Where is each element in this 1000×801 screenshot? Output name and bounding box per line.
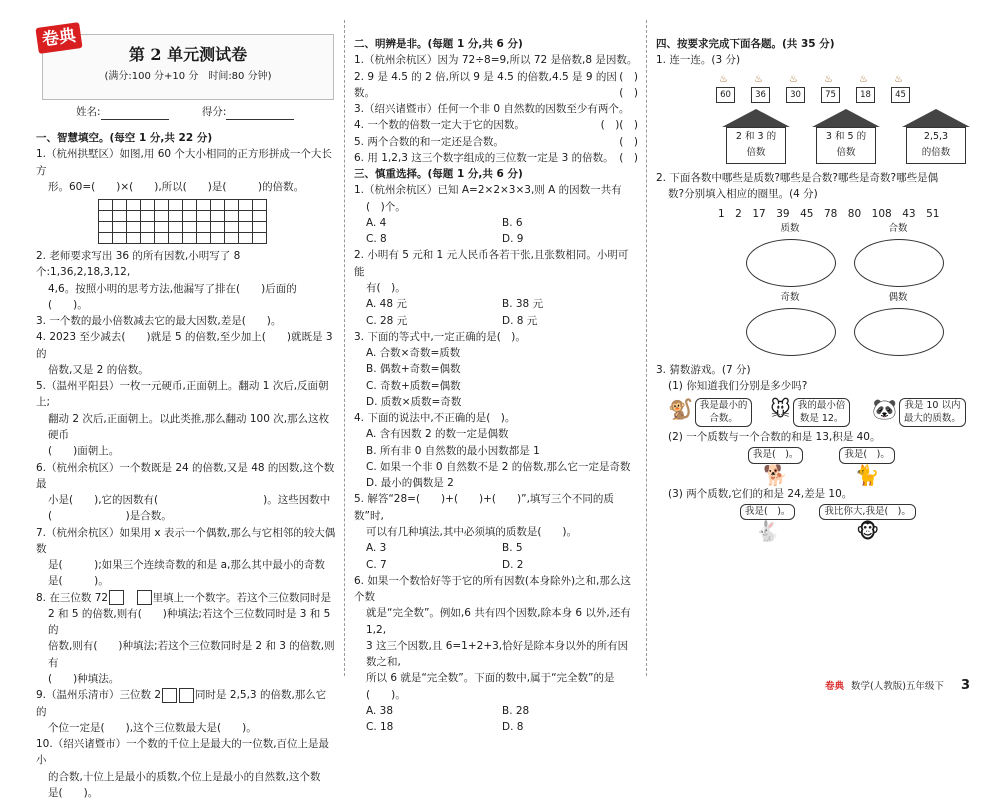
speech-bubble: 我是( )。 [740, 504, 795, 520]
question-5: 5.（温州平阳县）一枚一元硬币,正面朝上。翻动 1 次后,反面朝上; [36, 380, 329, 409]
question-9: 9.（温州乐清市）三位数 2 同时是 2,5,3 的倍数,那么它的 [36, 689, 327, 718]
grid-cell [211, 233, 225, 244]
choice-question-5: 5. 解答“28=( )+( )+( )”,填写三个不同的质数”时, [354, 493, 614, 522]
option[interactable]: A. 48 元 [366, 298, 407, 311]
question-8: 8. 在三位数 72 里填上一个数字。若这个三位数同时是 [36, 591, 332, 604]
grid-cell [211, 200, 225, 211]
number-card[interactable]: ♨ 36 [751, 87, 770, 103]
option[interactable]: A. 合数×奇数=质数 [366, 347, 461, 360]
number-card[interactable]: ♨ 60 [716, 87, 735, 103]
plant-icon: ♨ [754, 73, 763, 85]
oval-label: 合数 [888, 223, 908, 235]
column-divider [344, 20, 345, 676]
oval-label: 质数 [780, 223, 800, 235]
answer-paren[interactable]: ( ) [619, 86, 638, 99]
digit-box[interactable] [179, 688, 194, 703]
oval-label: 奇数 [780, 292, 800, 304]
judge-item: 5. 两个合数的和一定还是合数。 ( ) [354, 134, 638, 150]
column-middle: 二、明辨是非。(每题 1 分,共 6 分) 1.（杭州余杭区）因为 72÷8=9,所以 72 是倍数,8 是因数。 ( ) 2. 9 是 4.5 的 2 倍,所以 9 是 4.5 的倍数,4.5 是 9 的因数。 ( ) 3.（绍兴诸暨市）任何一个非 0 自然数的因数至少有两个。 ( ) 4. 一个数的倍数一定大于它的因数。 ( ) 5. 两个合数的和一定还是合数。 ( ) 6. 用 1,2,3 这三个数字组成的三位数一定是 3 的倍数。 ( ) 三、慎重选择。(每题 1 分,共 6 分) 1.（杭州余杭区）已知 A=2×2×3×3,则 A 的因数一共有 ( )个。 A. 4 B. 6 C. 8 D. 9 2. 小明有 5 元和 1 元人民币各若干张,且张数相同。小明可能 有( )。 A. 48 元 B. 38 元 C. 28 元 D. 8 元 3. 下面的等式中,一定正确的是( )。 A. 合数×奇数=质数 B. 偶数+奇数=偶数 C. 奇数+质数=偶数 D. 质数×质数=奇数 4. 下面的说法中,不正确的是( )。 A. 含有因数 2 的数一定是偶数 B. 所有非 0 自然数的最小因数都是 1 C. 如果一个非 0 自然数不是 2 的倍数,那么它一定是奇数 D. 最小的偶数是 2 5. 解答“28=( )+( )+( )”,填写三个不同的质数”时, 可以有几种填法,其中必须填的质数是( )。 A. 3 B. 5 C. 7 D. 2 6. 如果一个数恰好等于它的所有因数(本身除外)之和,那么这个数 就是“完全数”。例如,6 共有四个因数,除本身 6 以外,还有 1,2, 3 这三个因数,且 6=1+2+3,恰好是除本身以外的所有因数之和, 所以 6 就是“完全数”。下面的数中,属于“完全数”的是( )。 A. 38 B. 28 C. 18 D. 8 [354, 36, 638, 706]
name-field[interactable] [101, 107, 169, 120]
number-list: 1 2 17 39 45 78 80 108 43 51 [718, 208, 940, 221]
answer-paren[interactable]: ( ) [600, 119, 620, 132]
number-card[interactable]: ♨ 30 [786, 87, 805, 103]
question-7: 7.（杭州余杭区）如果用 x 表示一个偶数,那么与它相邻的较大偶数 [36, 526, 336, 555]
grid-cell [155, 200, 169, 211]
option[interactable]: B. 5 [502, 542, 523, 555]
option[interactable]: A. 38 [366, 704, 394, 717]
option[interactable]: C. 奇数+质数=偶数 [366, 379, 461, 392]
page-footer [825, 676, 970, 696]
judge-item: 6. 用 1,2,3 这三个数字组成的三位数一定是 3 的倍数。 ( ) [354, 150, 638, 166]
name-score-row [76, 104, 324, 120]
grid-cell [141, 222, 155, 233]
answer-paren[interactable]: ( ) [619, 135, 638, 148]
prime-oval[interactable] [746, 239, 836, 287]
grid-cell [211, 211, 225, 222]
grid-cell [183, 200, 197, 211]
column-divider [646, 20, 647, 676]
option[interactable]: C. 如果一个非 0 自然数不是 2 的倍数,那么它一定是奇数 [366, 460, 631, 473]
grid-cell [99, 211, 113, 222]
option[interactable]: D. 8 元 [502, 314, 538, 327]
footer-logo: 卷典 [824, 680, 844, 692]
house-label: 3 和 5 的 倍数 [816, 127, 876, 164]
monkey-icon: 🐒 [668, 397, 693, 422]
house-roof [722, 109, 790, 127]
even-oval[interactable] [854, 308, 944, 356]
house[interactable] [902, 109, 970, 164]
column-left [36, 0, 336, 799]
option[interactable]: D. 最小的偶数是 2 [366, 477, 454, 490]
digit-box[interactable] [109, 590, 124, 605]
answer-paren[interactable]: ( ) [619, 151, 638, 164]
digit-box[interactable] [162, 688, 177, 703]
grid-cell [183, 233, 197, 244]
option[interactable]: B. 28 [502, 704, 530, 717]
option[interactable]: B. 偶数+奇数=偶数 [366, 363, 461, 376]
grid-cell [99, 200, 113, 211]
name-label: 姓名: [76, 106, 101, 118]
house-roof [902, 109, 970, 127]
grid-cell [127, 222, 141, 233]
section-heading: 三、慎重选择。(每题 1 分,共 6 分) [354, 168, 523, 181]
section-heading: 一、智慧填空。(每空 1 分,共 22 分) [36, 132, 213, 144]
grid-cell [127, 211, 141, 222]
true-false-list [354, 52, 638, 166]
grid-cell [197, 233, 211, 244]
grid-cell [113, 211, 127, 222]
grid-cell [169, 211, 183, 222]
plant-icon: ♨ [859, 73, 868, 85]
column-right: 四、按要求完成下面各题。(共 35 分) 1. 连一连。(3 分) ♨ 60 ♨ 36 ♨ 30 ♨ 75 ♨ 18 ♨ 45 2 和 3 的 倍数 3 和 5 的 倍数 2,5,3 的倍数 2. 下面各数中哪些是质数?哪些是合数?哪些是奇数?哪些是偶 数?分别填入相应的圈里。(4 分) 1 2 17 39 45 78 80 108 43 51 质数 合数 奇数 偶数 3. 猜数游戏。(7 分) (1) 你知道我们分别是多少吗? 🐒 我是最小的 合数。 🐭 我的最小倍 数是 12。 🐼 我是 10 以内 最大的质数。 (2) 一个质数与一个合数的和是 13,积是 40。 我是( )。 🐕 我是( )。 🐈 (3) 两个质数,它们的和是 24,差是 10。 我是( )。 🐇 我比你大,我是( )。 🐵 [656, 36, 966, 706]
judge-item: 2. 9 是 4.5 的 2 倍,所以 9 是 4.5 的倍数,4.5 是 9 的因数。 ( ) [354, 69, 638, 102]
judge-item: 3.（绍兴诸暨市）任何一个非 0 自然数的因数至少有两个。 ( ) [354, 101, 638, 117]
option[interactable]: D. 2 [502, 558, 524, 571]
speech-bubble: 我是( )。 [748, 447, 803, 463]
option[interactable]: A. 含有因数 2 的数一定是偶数 [366, 428, 509, 441]
question-6: 6.（杭州余杭区）一个数既是 24 的倍数,又是 48 的因数,这个数最 [36, 461, 335, 490]
sub-question: (1) 你知道我们分别是多少吗? [668, 380, 808, 393]
question-connect: 1. 连一连。(3 分) [656, 54, 741, 67]
grid-cell [239, 222, 253, 233]
cat-icon: 🐈 [854, 462, 880, 487]
square-grid-figure [98, 199, 267, 244]
grid-cell [155, 211, 169, 222]
grid-cell [113, 222, 127, 233]
answer-paren[interactable]: ( ) [619, 70, 638, 83]
page-number: 3 [960, 677, 970, 693]
monkey-icon: 🐵 [856, 519, 880, 544]
grid-cell [239, 211, 253, 222]
house-targets [722, 109, 966, 164]
score-field[interactable] [226, 107, 294, 120]
grid-cell [183, 222, 197, 233]
grid-cell [113, 200, 127, 211]
plant-icon: ♨ [824, 73, 833, 85]
grid-cell [225, 233, 239, 244]
score-label: 得分: [201, 106, 227, 118]
section-1: 一、智慧填空。(每空 1 分,共 22 分) 1.（杭州拱墅区）如图,用 60 个大小相同的正方形拼成一个大长方 形。60=( )×( ),所以( )是( )的倍数。 2. 老师要求写出 36 的所有因数,小明写了 8 个:1,36,2,18,3,12, 4,6。按照小明的思考方法,他漏写了排在( )后面的( )。 3. 一个数的最小倍数减去它的最大因数,差是( )。 4. 2023 至少减去( )就是 5 的倍数,至少加上( )就既是 3 的 倍数,又是 2 的倍数。 5.（温州平阳县）一枚一元硬币,正面朝上。翻动 1 次后,反面朝上; 翻动 2 次后,正面朝上。以此类推,那么翻动 100 次,那么这枚硬币 ( )面朝上。 6.（杭州余杭区）一个数既是 24 的倍数,又是 48 的因数,这个数最 小是( ),它的因数有( )。这些因数中 ( )是合数。 7.（杭州余杭区）如果用 x 表示一个偶数,那么与它相邻的较大偶数 是( );如果三个连续奇数的和是 a,那么其中最小的奇数 是( )。 8. 在三位数 72 里填上一个数字。若这个三位数同时是 2 和 5 的倍数,则有( )种填法;若这个三位数同时是 3 和 5 的 倍数,则有( )种填法;若这个三位数同时是 2 和 3 的倍数,则有 ( )种填法。 9.（温州乐清市）三位数 2 同时是 2,5,3 的倍数,那么它的 个位一定是( ),这个三位数最大是( )。 10.（绍兴诸暨市）一个数的千位上是最大的一位数,百位上是最小 的合数,十位上是最小的质数,个位上是最小的自然数,这个数 是( )。 [36, 132, 336, 799]
grid-cell [239, 233, 253, 244]
speech-bubble: 我是最小的 合数。 [695, 398, 753, 427]
option[interactable]: B. 38 元 [502, 298, 544, 311]
choice-question-2: 2. 小明有 5 元和 1 元人民币各若干张,且张数相同。小明可能 [354, 249, 629, 278]
grid-cell [99, 233, 113, 244]
option[interactable]: C. 18 [366, 721, 394, 734]
grid-cell [169, 200, 183, 211]
grid-cell [225, 211, 239, 222]
number-card[interactable]: ♨ 45 [891, 87, 910, 103]
choice-question-1: 1.（杭州余杭区）已知 A=2×2×3×3,则 A 的因数一共有 [354, 184, 622, 197]
grid-cell [155, 233, 169, 244]
house[interactable] [722, 109, 790, 164]
question-guess: 3. 猜数游戏。(7 分) [656, 363, 751, 376]
house-label: 2 和 3 的 倍数 [726, 127, 786, 164]
choice-question-3: 3. 下面的等式中,一定正确的是( )。 [354, 330, 526, 343]
page-subtitle: (满分:100 分+10 分 时间:80 分钟) [104, 71, 272, 82]
composite-oval[interactable] [854, 239, 944, 287]
option[interactable]: B. 所有非 0 自然数的最小因数都是 1 [366, 444, 540, 457]
speech-bubble: 我的最小倍 数是 12。 [793, 398, 851, 427]
speech-bubble: 我比你大,我是( )。 [819, 504, 915, 520]
option[interactable]: C. 7 [366, 558, 387, 571]
grid-cell [197, 200, 211, 211]
speech-bubble: 我是 10 以内 最大的质数。 [899, 398, 966, 427]
grid-cell [239, 200, 253, 211]
grid-cell [113, 233, 127, 244]
grid-cell [155, 222, 169, 233]
house-roof [812, 109, 880, 127]
option[interactable]: C. 8 [366, 233, 387, 246]
section-heading: 二、明辨是非。(每题 1 分,共 6 分) [354, 38, 523, 50]
speech-bubble: 我是( )。 [839, 447, 894, 463]
number-cards [716, 73, 966, 103]
mouse-icon: 🐭 [770, 397, 791, 422]
option[interactable]: D. 9 [502, 233, 524, 246]
rabbit-icon: 🐇 [755, 519, 781, 544]
grid-cell [253, 211, 267, 222]
option[interactable]: A. 4 [366, 216, 387, 229]
grid-cell [183, 211, 197, 222]
panda-icon: 🐼 [872, 397, 897, 422]
sub-question: (3) 两个质数,它们的和是 24,差是 10。 [668, 487, 853, 500]
grid-cell [197, 222, 211, 233]
plant-icon: ♨ [789, 73, 798, 85]
grid-cell [225, 222, 239, 233]
choice-question-4: 4. 下面的说法中,不正确的是( )。 [354, 412, 516, 425]
option[interactable]: D. 8 [502, 721, 524, 734]
question-3: 3. 一个数的最小倍数减去它的最大因数,差是( )。 [36, 315, 282, 328]
sub-question: (2) 一个质数与一个合数的和是 13,积是 40。 [668, 430, 881, 443]
choice-question-6: 6. 如果一个数恰好等于它的所有因数(本身除外)之和,那么这个数 [354, 574, 631, 604]
section-heading: 四、按要求完成下面各题。(共 35 分) [656, 38, 835, 50]
grid-cell [253, 200, 267, 211]
option[interactable]: C. 28 元 [366, 314, 408, 327]
number-card[interactable]: ♨ 75 [821, 87, 840, 103]
number-card[interactable]: ♨ 18 [856, 87, 875, 103]
grid-cell [99, 222, 113, 233]
grid-cell [211, 222, 225, 233]
question-1: 1.（杭州拱墅区）如图,用 60 个大小相同的正方形拼成一个大长方 [36, 148, 332, 177]
question-4: 4. 2023 至少减去( )就是 5 的倍数,至少加上( )就既是 3 的 [36, 331, 333, 360]
question-10: 10.（绍兴诸暨市）一个数的千位上是最大的一位数,百位上是最小 [36, 738, 330, 767]
dog-icon: 🐕 [763, 462, 789, 487]
page-title: 第 2 单元测试卷 [128, 45, 248, 64]
grid-cell [127, 200, 141, 211]
plant-icon: ♨ [894, 73, 903, 85]
grid-cell [225, 200, 239, 211]
option[interactable]: A. 3 [366, 542, 387, 555]
option[interactable]: D. 质数×质数=奇数 [366, 395, 462, 408]
grid-cell [253, 233, 267, 244]
plant-icon: ♨ [719, 73, 728, 85]
answer-paren[interactable]: ( ) [619, 119, 638, 132]
judge-item: 1.（杭州余杭区）因为 72÷8=9,所以 72 是倍数,8 是因数。 ( ) [354, 52, 638, 68]
odd-oval[interactable] [746, 308, 836, 356]
judge-item: 4. 一个数的倍数一定大于它的因数。 ( ) [354, 117, 638, 133]
question-classify: 2. 下面各数中哪些是质数?哪些是合数?哪些是奇数?哪些是偶 [656, 171, 939, 184]
grid-cell [141, 233, 155, 244]
brand-logo: 卷典 [35, 22, 82, 54]
house[interactable] [812, 109, 880, 164]
footer-text: 数学(人教版)五年级下 [851, 680, 944, 692]
grid-cell [169, 233, 183, 244]
digit-box[interactable] [137, 590, 152, 605]
oval-label: 偶数 [888, 292, 908, 304]
grid-cell [169, 222, 183, 233]
grid-cell [253, 222, 267, 233]
grid-cell [197, 211, 211, 222]
option[interactable]: B. 6 [502, 216, 523, 229]
grid-cell [127, 233, 141, 244]
grid-cell [141, 211, 155, 222]
house-label: 2,5,3 的倍数 [906, 127, 966, 164]
question-2: 2. 老师要求写出 36 的所有因数,小明写了 8 个:1,36,2,18,3,12, [36, 250, 241, 279]
grid-cell [141, 200, 155, 211]
title-box [40, 25, 334, 100]
